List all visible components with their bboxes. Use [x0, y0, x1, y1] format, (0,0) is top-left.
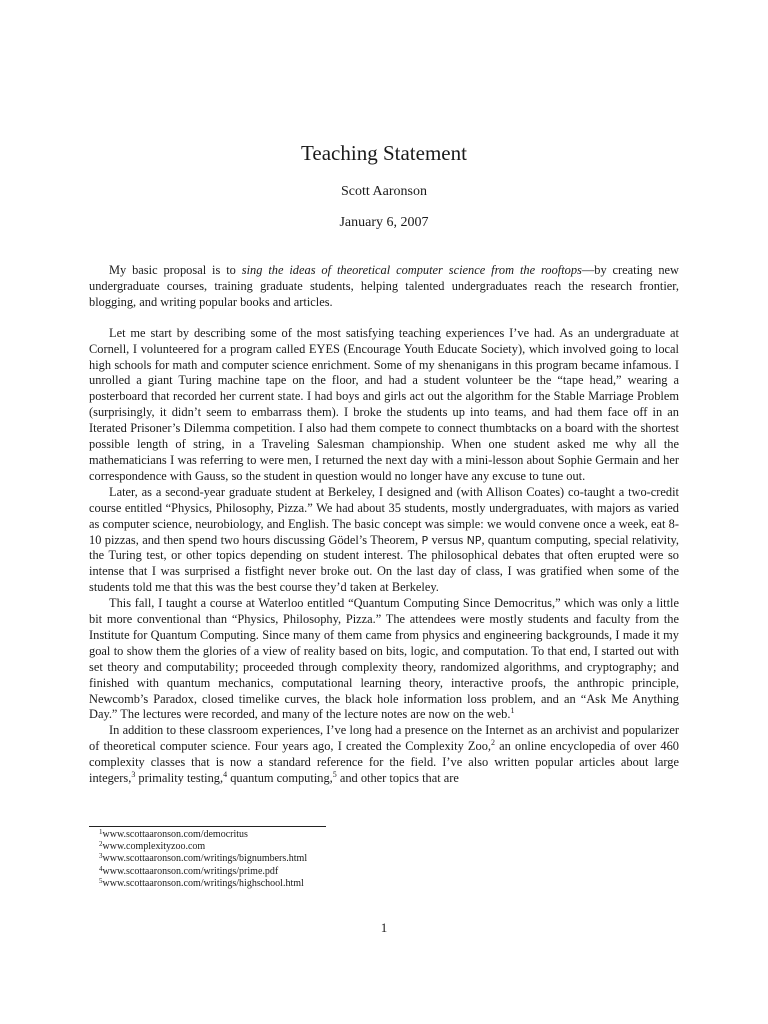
footnote-marker: 3 — [131, 770, 136, 780]
paragraph-text: My basic proposal is to — [109, 263, 242, 277]
paragraph-text: , quantum computing, special relativity, the Turing test, or other topics depending on student interest. The philosophical debates that often erupted were so intense that I was surprised a fistfight never broke out. On the last day of class, I was gratified when some of the students told me that this was the best course they’d taken at Berkeley. — [89, 532, 680, 595]
author-name: Scott Aaronson — [341, 184, 427, 199]
complexity-class-np: NP — [466, 533, 482, 547]
footnote-number: 3 — [99, 852, 103, 861]
footnote-number: 5 — [99, 876, 103, 885]
footnote — [99, 853, 659, 865]
footnote-url: www.scottaaronson.com/writings/highschool.html — [102, 877, 304, 889]
paragraph-text: an online encyclopedia of over 460 complexity classes that is now a standard reference for the field. I’ve also written popular articles about large integers, — [89, 739, 679, 786]
footnote-divider — [89, 826, 326, 827]
paragraph-text: primality testing, — [135, 771, 224, 786]
emphasis-text: sing the ideas of theoretical computer science from the rooftops — [241, 263, 582, 277]
footnote-marker: 1 — [510, 706, 515, 716]
body-text — [89, 263, 679, 787]
page-number: 1 — [380, 920, 388, 935]
footnote-url: www.scottaaronson.com/writings/bignumbers.html — [102, 853, 308, 865]
footnotes — [99, 829, 659, 890]
paragraph-text: —by creating new undergraduate courses, training graduate students, helping talented undergraduates reach the research frontier, blogging, and writing popular books and articles. — [89, 263, 680, 309]
footnote-url: www.scottaaronson.com/writings/prime.pdf — [102, 865, 279, 877]
paragraph-text: and other topics that are — [336, 771, 459, 786]
footnote-number: 4 — [99, 864, 103, 873]
footnote — [99, 866, 659, 878]
paragraph-text: versus — [428, 532, 467, 547]
footnote-url: www.complexityzoo.com — [102, 841, 206, 853]
footnote-url: www.scottaaronson.com/democritus — [102, 829, 248, 840]
paragraph-text: This fall, I taught a course at Waterloo entitled “Quantum Computing Since Democritus,” which was only a little bit more conventional than “Physics, Philosophy, Pizza.” The attendees were mostly students and faculty from the Institute for Quantum Computing. Since many of them came from physics and engineering backgrounds, I made it my goal to show them the glories of a view of reality based on bits, logic, and computation. To that end, I started out with set theory and computability; proceeded through complexity theory, randomized algorithms, and cryptography; and finished with quantum mechanics, computational learning theory, interactive proofs, the anthropic principle, Newcomb’s Paradox, closed timelike curves, the black hole information loss problem, and an “Ask Me Anything Day.” The lectures were recorded, and many of the lecture notes are now on the web. — [89, 596, 679, 722]
paragraph-berkeley — [89, 485, 679, 596]
paragraph-intro — [89, 263, 679, 311]
paragraph-waterloo — [89, 596, 679, 723]
footnote-number: 2 — [99, 840, 103, 849]
footnote-marker: 5 — [332, 770, 337, 780]
paragraph-experiences: Let me start by describing some of the most satisfying teaching experiences I’ve had. As an undergraduate at Cornell, I volunteered for a program called EYES (Encourage Youth Educate Society), which involved going to local high schools for math and computer science enrichment. Some of my shenanigans in this program became infamous. I unrolled a giant Turing machine tape on the floor, and had a student volunteer be the “tape head,” wearing a posterboard that recorded her current state. I had boys and girls act out the algorithm for the Stable Marriage Problem (surprisingly, it didn’t seem to embarrass them). I broke the students up into teams, and had them face off in an Iterated Prisoner’s Dilemma competition. I also had them compete to connect thumbtacks on a board with the shortest possible length of string, in a Traveling Salesman championship. When one student asked me why all the mathematicians I was referring to were men, I returned the next day with a mini-lesson about Sophie Germain and her correspondence with Gauss, so the student in question would no longer have any excuse to tune out. — [89, 325, 679, 483]
footnote-marker: 4 — [223, 770, 228, 780]
document-date: January 6, 2007 — [339, 215, 429, 230]
footnote — [99, 878, 659, 890]
paragraph-text: In addition to these classroom experiences, I’ve long had a presence on the Internet as an archivist and popularizer of theoretical computer science. Four years ago, I created the Complexity Zoo, — [89, 723, 679, 754]
footnote-marker: 2 — [491, 738, 495, 748]
footnote — [99, 829, 659, 841]
paragraph-text: quantum computing, — [227, 771, 333, 786]
footnote — [99, 841, 659, 853]
paragraph-internet — [89, 723, 679, 787]
document-title: Teaching Statement — [301, 141, 467, 165]
complexity-class-p: P — [421, 533, 429, 547]
paragraph-text: Later, as a second-year graduate student at Berkeley, I designed and (with Allison Coates) co-taught a two-credit course entitled “Physics, Philosophy, Pizza.” We had about 35 students, mostly undergraduates, with majors as varied as computer science, neurobiology, and English. The basic concept was simple: we would convene once a week, eat 8-10 pizzas, and then spend two hours discussing Gödel’s Theorem, — [89, 484, 679, 547]
footnote-number: 1 — [99, 828, 103, 836]
